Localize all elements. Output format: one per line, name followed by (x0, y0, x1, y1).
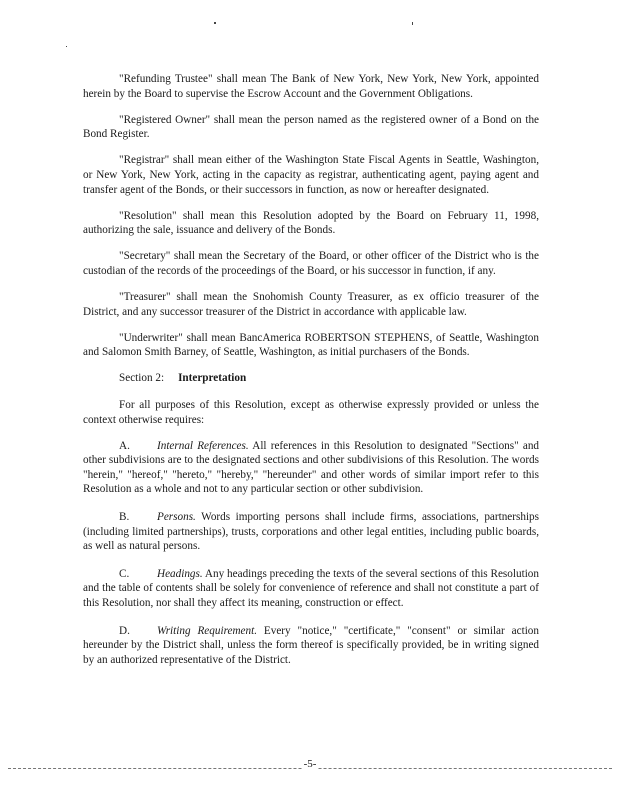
definition-text: shall mean this Resolution adopted by the Board on February 11, 1998, authorizing the sale, issuance and delivery of the Bonds. (83, 209, 539, 237)
definition-term: "Resolution" (119, 209, 177, 222)
subsection-text: Any headings preceding the texts of the several sections of this Resolution and the table of contents shall be solely for convenience of reference and shall not constitute a part of this Resolution, nor shall they affect its meaning, construction or effect. (83, 567, 539, 610)
definition-text: shall mean the Snohomish County Treasurer, as ex officio treasurer of the District, and any successor treasurer of the District in accordance with applicable law. (83, 291, 539, 318)
definition-text: shall mean either of the Washington State Fiscal Agents in Seattle, Washington, or New York, New York, acting in the capacity as registrar, authenticating agent, paying agent and transfer agent of the Bonds, or their successors in function, as now or hereafter designated. (83, 154, 539, 196)
definition-registrar (83, 153, 539, 197)
definition-text: shall mean BancAmerica ROBERTSON STEPHENS, of Seattle, Washington and Salomon Smith Barney, of Seattle, Washington, as initial purchasers of the Bonds. (83, 331, 539, 359)
page-number (0, 758, 620, 770)
page-number-text: -5- (303, 758, 317, 770)
definition-term: "Underwriter" (119, 331, 183, 344)
definition-secretary (83, 249, 539, 278)
subsection-internal-references (83, 439, 539, 497)
scan-speck (66, 46, 67, 47)
definition-refunding-trustee (83, 72, 539, 101)
subsection-letter: B. (119, 511, 130, 524)
subsection-letter: A. (119, 439, 130, 452)
definition-resolution (83, 209, 539, 238)
section-heading (83, 371, 539, 386)
subsection-writing-requirement (83, 624, 539, 668)
section-intro: For all purposes of this Resolution, except as otherwise expressly provided or unless the context otherwise requires: (83, 399, 539, 426)
subsection-heading: Writing Requirement. (157, 624, 258, 637)
subsection-text: Words importing persons shall include firms, associations, partnerships (including limited partnerships), trusts, corporations and other legal entities, including public boards, as well as natural persons. (83, 511, 539, 553)
section-title: Interpretation (178, 372, 247, 385)
section-number: Section 2: (119, 372, 165, 385)
scan-speck (412, 22, 413, 25)
subsection-heading: Internal References. (157, 439, 249, 452)
definition-text: shall mean The Bank of New York, New York, New York, appointed herein by the Board to supervise the Escrow Account and the Government Obligations. (83, 73, 539, 100)
subsection-letter: C. (119, 567, 130, 580)
subsection-headings (83, 567, 539, 611)
definition-term: "Refunding Trustee" (119, 73, 213, 85)
definition-term: "Treasurer" (119, 291, 171, 304)
definition-text: shall mean the Secretary of the Board, or other officer of the District who is the custodian of the records of the proceedings of the Board, or his successor in function, if any. (83, 250, 539, 277)
definition-term: "Secretary" (119, 250, 171, 263)
definition-text: shall mean the person named as the registered owner of a Bond on the Bond Register. (83, 113, 539, 141)
definition-term: "Registered Owner" (119, 113, 211, 126)
definition-registered-owner (83, 113, 539, 142)
definition-underwriter (83, 331, 539, 360)
subsection-text: Every "notice," "certificate," "consent" or similar action hereunder by the District shall, unless the form thereof is specifically provided, be in writing signed by an authorized representative of the District. (83, 624, 539, 666)
subsection-heading: Headings. (157, 567, 203, 580)
definition-treasurer (83, 290, 539, 319)
scan-speck (214, 22, 216, 24)
subsection-persons (83, 510, 539, 554)
subsection-heading: Persons. (157, 511, 196, 524)
document-body (83, 72, 539, 680)
subsection-text: All references in this Resolution to designated "Sections" and other subdivisions are to the designated sections and other subdivisions of this Resolution. The words "herein," "hereof," "hereto," "hereby," "hereunder" and other words of similar import refer to this Resolution as a whole and not to any particular section or other subdivision. (83, 439, 540, 496)
subsection-letter: D. (119, 624, 130, 637)
definition-term: "Registrar" (119, 154, 170, 167)
